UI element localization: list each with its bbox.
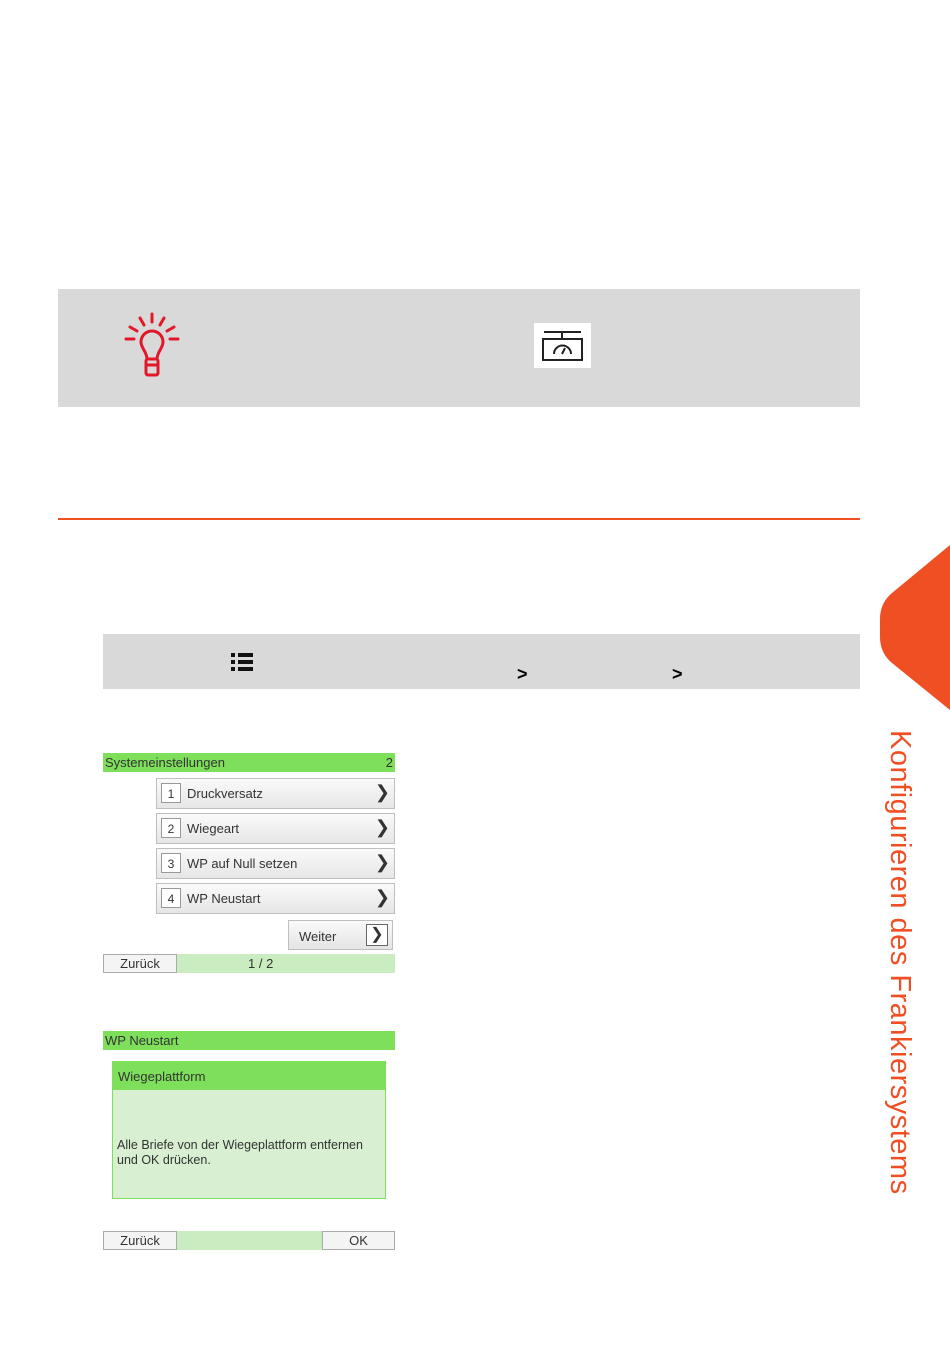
item-number: 2 <box>161 818 181 838</box>
chapter-title: Konfigurieren des Frankiersystems <box>884 730 916 1195</box>
menu-list-icon <box>229 651 255 673</box>
chevron-right-icon: ❯ <box>366 924 388 946</box>
item-label: Druckversatz <box>187 786 263 801</box>
menu-item-wp-auf-null[interactable] <box>156 848 395 879</box>
menu-item-druckversatz[interactable] <box>156 778 395 809</box>
page-indicator: 2 <box>385 755 393 770</box>
ok-button[interactable]: OK <box>322 1231 395 1250</box>
screen-system-settings <box>103 753 395 973</box>
menu-item-wp-neustart[interactable] <box>156 883 395 914</box>
path-separator: > <box>517 664 528 684</box>
screen-header <box>103 1031 395 1050</box>
item-label: WP auf Null setzen <box>187 856 298 871</box>
path-separator: > <box>672 664 683 684</box>
weighing-platform-dialog <box>112 1061 386 1199</box>
chevron-right-icon: ❯ <box>374 887 390 907</box>
chevron-right-icon: ❯ <box>374 782 390 802</box>
screen-footer <box>103 1231 395 1250</box>
item-label: WP Neustart <box>187 891 261 906</box>
chapter-tab <box>880 545 950 710</box>
next-button[interactable] <box>288 920 393 950</box>
screen-header <box>103 753 395 772</box>
dialog-header <box>113 1062 385 1090</box>
dialog-title: Wiegeplattform <box>118 1069 206 1084</box>
screen-wp-restart <box>103 1031 395 1251</box>
back-button[interactable]: Zurück <box>103 1231 177 1250</box>
dialog-message-line: Alle Briefe von der Wiegeplattform entfernen <box>117 1138 363 1152</box>
item-number: 4 <box>161 888 181 908</box>
dialog-message <box>117 1138 379 1168</box>
section-divider <box>58 518 860 520</box>
back-button[interactable]: Zurück <box>103 954 177 973</box>
next-button-label: Weiter <box>299 929 337 944</box>
screen-footer <box>103 954 395 973</box>
chevron-right-icon: ❯ <box>374 852 390 872</box>
screen-title: WP Neustart <box>105 1033 179 1048</box>
page-counter: 1 / 2 <box>248 956 274 971</box>
item-number: 3 <box>161 853 181 873</box>
navigation-path-bar <box>103 634 860 689</box>
menu-item-wiegeart[interactable] <box>156 813 395 844</box>
item-number: 1 <box>161 783 181 803</box>
dialog-message-line: und OK drücken. <box>117 1153 211 1167</box>
chevron-right-icon: ❯ <box>374 817 390 837</box>
screen-title: Systemeinstellungen <box>105 755 225 770</box>
scale-icon <box>534 323 591 368</box>
item-label: Wiegeart <box>187 821 240 836</box>
lightbulb-icon <box>122 312 182 380</box>
